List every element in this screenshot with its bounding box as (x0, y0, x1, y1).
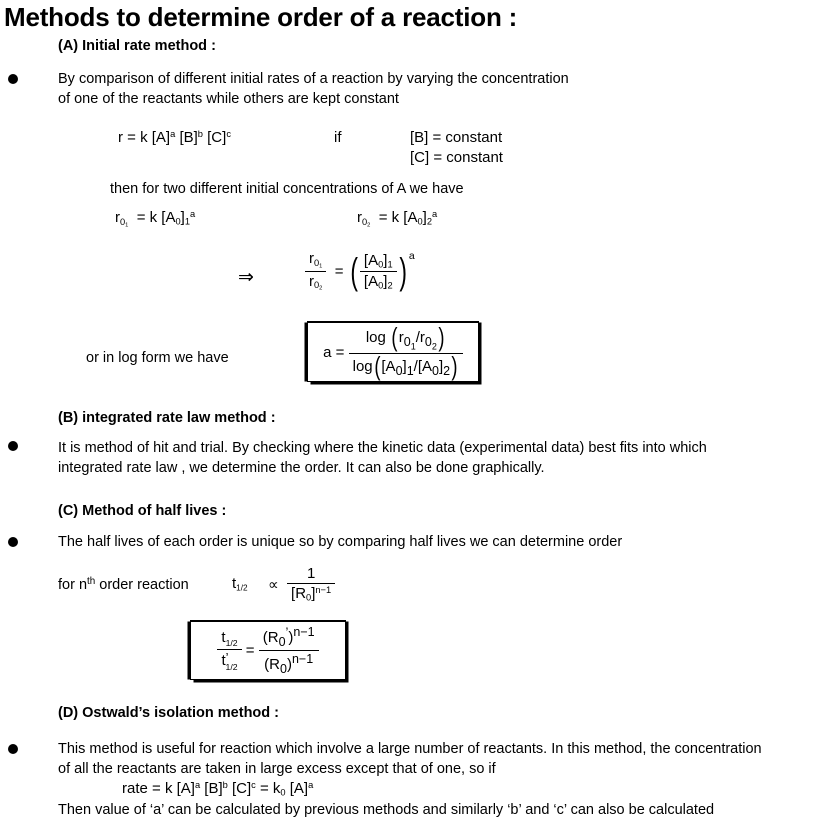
ratio-equation: $\frac{r_{0_1}}{r_{0_2}}$ = ( $\frac{[A_0]_1}{[A_0]_2}$ ) $^a$ (305, 250, 415, 293)
section-d-closing (58, 800, 714, 820)
bullet-point-b (8, 441, 18, 451)
proportional-icon: ∝ (267, 576, 279, 594)
log-form-label (86, 348, 229, 368)
r01-equation: $r_{0_1} = k$ $[A_0]_1^a$ (115, 209, 196, 229)
section-c-line-1: The half lives of each order is unique so by comparing half lives we can determine order (58, 534, 623, 550)
section-heading-d: (D) Ostwald’s isolation method : (58, 705, 279, 721)
section-d-paragraph (58, 739, 762, 779)
nth-order-label-text: for $n^{th}$ order reaction (58, 576, 189, 593)
section-a-line-2: of one of the reactants while others are kept constant (58, 91, 399, 107)
r02-equation: $r_{0_2} = k$ $[A_0]_2^a$ (357, 209, 438, 229)
rate-law-equation: r = k $[A]^a$ $[B]^b$ $[C]^c$ (118, 129, 231, 146)
section-a-line-1: By comparison of different initial rates of a reaction by varying the concentration (58, 71, 569, 87)
boxed-half-life-ratio-equation (190, 621, 346, 680)
boxed-order-log-equation-content: a = $\frac{\log (r_{0_1}/r_{0_2})}{\log([A_0]_1/[A_0]_2)}$ (308, 323, 478, 381)
section-a-paragraph (58, 69, 569, 109)
if-label: if (334, 129, 342, 146)
bullet-point-d (8, 744, 18, 754)
section-b-line-2: integrated rate law , we determine the order. It can also be done graphically. (58, 460, 545, 476)
boxed-order-log-equation (307, 322, 479, 382)
then-statement-text: then for two different initial concentrations of A we have (110, 181, 464, 197)
section-d-closing-text: Then value of ‘a’ can be calculated by previous methods and similarly ‘b’ and ‘c’ can also be calculated (58, 802, 715, 818)
section-c-paragraph (58, 532, 622, 552)
section-d-line-1: This method is useful for reaction which involve a large number of reactants. In this method, the concentration (58, 741, 762, 757)
half-life-proportionality: $t_{1/2}$ ∝ $\frac{1}{[R_0]^{n-1}}$ (232, 565, 335, 604)
page-title: Methods to determine order of a reaction : (4, 2, 518, 32)
log-form-label-text: or in log form we have (86, 350, 229, 366)
then-statement (110, 179, 464, 199)
section-heading-c: (C) Method of half lives : (58, 503, 227, 519)
nth-order-label (58, 572, 189, 595)
bullet-point-a (8, 74, 18, 84)
section-heading-a: (A) Initial rate method : (58, 38, 216, 54)
section-b-paragraph (58, 438, 707, 478)
boxed-half-life-ratio-content: $\frac{t_{1/2}}{t^’_{1/2}}$ = $\frac{(R_0^’)^{n-1}}{(R_0)^{n-1}}$ (191, 622, 345, 679)
bullet-point-c (8, 537, 18, 547)
section-heading-b: (B) integrated rate law method : (58, 410, 276, 426)
condition-b: [B] = constant (410, 129, 503, 146)
section-b-line-1: It is method of hit and trial. By checking where the kinetic data (experimental data) best fits into which (58, 440, 707, 456)
condition-c: [C] = constant (410, 149, 503, 166)
implies-arrow-icon: ⇒ (238, 267, 254, 288)
ostwald-rate-equation: rate = k $[A]^a$ $[B]^b$ $[C]^c = k_0$ $[A]^a$ (122, 780, 314, 798)
section-d-line-2: of all the reactants are taken in large excess except that of one, so if (58, 761, 496, 777)
